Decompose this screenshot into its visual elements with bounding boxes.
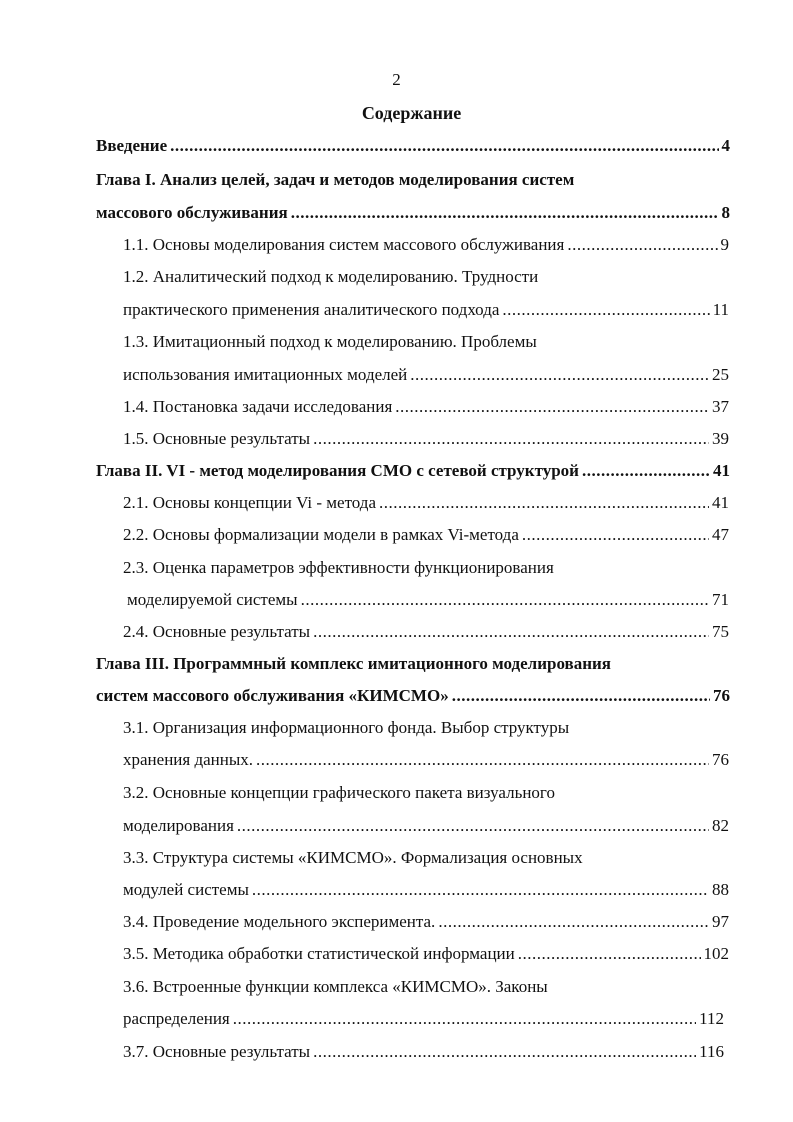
toc-section-1-2[interactable] (123, 299, 729, 321)
toc-entry-text: 3.6. Встроенные функции комплекса «КИМСМО». Законы (123, 977, 548, 996)
toc-entry-text: моделируемой системы (127, 590, 298, 609)
toc-chapter-3-heading[interactable] (96, 653, 611, 675)
toc-section-2-3[interactable] (127, 589, 729, 611)
dot-leader (582, 460, 710, 482)
dot-leader (301, 589, 709, 611)
toc-section-1-3-heading[interactable] (123, 331, 537, 353)
dot-leader (518, 943, 701, 965)
toc-entry-page: 41 (713, 461, 730, 480)
toc-section-3-7[interactable] (123, 1041, 724, 1063)
toc-entry-page: 102 (703, 944, 729, 963)
toc-entry-text: массового обслуживания (96, 203, 288, 222)
toc-entry-page: 47 (712, 525, 729, 544)
toc-entry-text: модулей системы (123, 880, 249, 899)
toc-section-3-2-heading[interactable] (123, 782, 555, 804)
toc-section-3-4[interactable] (123, 911, 729, 933)
toc-section-3-3-heading[interactable] (123, 847, 583, 869)
toc-chapter-1[interactable] (96, 202, 730, 224)
toc-section-2-1[interactable] (123, 492, 729, 514)
toc-chapter-3[interactable] (96, 685, 730, 707)
toc-entry-page: 97 (712, 912, 729, 931)
toc-entry-text: 2.1. Основы концепции Vi - метода (123, 493, 376, 512)
dot-leader (256, 749, 709, 771)
toc-entry-text: 3.1. Организация информационного фонда. Выбор структуры (123, 718, 570, 737)
dot-leader (410, 364, 709, 386)
toc-entry-text: 3.7. Основные результаты (123, 1042, 311, 1061)
toc-section-3-3[interactable] (123, 879, 729, 901)
toc-chapter-2[interactable] (96, 460, 730, 482)
toc-section-3-1-heading[interactable] (123, 717, 569, 739)
toc-entry-page: 41 (712, 493, 729, 512)
toc-entry-page: 71 (712, 590, 729, 609)
toc-entry-text: 3.5. Методика обработки статистической информации (123, 944, 515, 963)
toc-entry-text: моделирования (123, 816, 234, 835)
toc-entry-text: 1.4. Постановка задачи исследования (123, 397, 393, 416)
dot-leader (313, 621, 709, 643)
toc-entry-text: использования имитационных моделей (123, 365, 408, 384)
dot-leader (170, 135, 718, 157)
toc-entry-page: 82 (712, 816, 729, 835)
dot-leader (313, 428, 709, 450)
toc-entry-introduction[interactable] (96, 135, 730, 157)
dot-leader (452, 685, 710, 707)
toc-section-3-6[interactable] (123, 1008, 724, 1030)
toc-entry-page: 37 (712, 397, 729, 416)
dot-leader (522, 524, 709, 546)
page-number: 2 (392, 70, 401, 89)
toc-entry-page: 25 (712, 365, 729, 384)
toc-entry-text: хранения данных. (123, 750, 254, 769)
toc-entry-text: 1.1. Основы моделирования систем массового обслуживания (123, 235, 565, 254)
toc-entry-text: 2.2. Основы формализации модели в рамках Vi-метода (123, 525, 519, 544)
toc-section-2-3-heading[interactable] (123, 557, 554, 579)
toc-entry-page: 112 (699, 1009, 724, 1028)
dot-leader (379, 492, 709, 514)
toc-entry-text: 1.2. Аналитический подход к моделированию. Трудности (123, 267, 539, 286)
toc-section-1-3[interactable] (123, 364, 729, 386)
toc-entry-text: 3.4. Проведение модельного эксперимента. (123, 912, 436, 931)
toc-entry-page: 76 (712, 750, 729, 769)
toc-section-1-1[interactable] (123, 234, 729, 256)
dot-leader (291, 202, 719, 224)
dot-leader (438, 911, 709, 933)
toc-entry-text: Глава II. VI - метод моделирования СМО с сетевой структурой (96, 461, 579, 480)
toc-entry-page: 9 (720, 235, 729, 254)
toc-entry-page: 39 (712, 429, 729, 448)
dot-leader (395, 396, 709, 418)
toc-entry-text: 3.2. Основные концепции графического пакета визуального (123, 783, 555, 802)
toc-section-3-2[interactable] (123, 815, 729, 837)
toc-title: Содержание (361, 103, 462, 123)
toc-entry-page: 88 (712, 880, 729, 899)
toc-entry-text: 2.4. Основные результаты (123, 622, 311, 641)
toc-entry-text: систем массового обслуживания «КИМСМО» (96, 686, 449, 705)
toc-entry-text: 1.3. Имитационный подход к моделированию. Проблемы (123, 332, 537, 351)
toc-chapter-1-heading[interactable] (96, 169, 574, 191)
dot-leader (313, 1041, 696, 1063)
toc-entry-page: 75 (712, 622, 729, 641)
toc-entry-page: 11 (712, 300, 729, 319)
toc-section-1-5[interactable] (123, 428, 729, 450)
toc-entry-text: Глава III. Программный комплекс имитационного моделирования (96, 654, 612, 673)
toc-section-3-5[interactable] (123, 943, 729, 965)
dot-leader (502, 299, 709, 321)
toc-entry-text: 2.3. Оценка параметров эффективности функционирования (123, 558, 554, 577)
dot-leader (252, 879, 709, 901)
toc-entry-text: Глава I. Анализ целей, задач и методов моделирования систем (96, 170, 575, 189)
toc-entry-text: практического применения аналитического подхода (123, 300, 500, 319)
toc-entry-page: 4 (721, 136, 730, 155)
toc-entry-page: 116 (699, 1042, 724, 1061)
toc-entry-text: Введение (96, 136, 168, 155)
toc-section-3-1[interactable] (123, 749, 729, 771)
toc-entry-text: распределения (123, 1009, 230, 1028)
toc-section-3-6-heading[interactable] (123, 976, 548, 998)
dot-leader (567, 234, 717, 256)
toc-section-2-2[interactable] (123, 524, 729, 546)
toc-entry-page: 76 (713, 686, 730, 705)
toc-entry-page: 8 (721, 203, 730, 222)
dot-leader (233, 1008, 696, 1030)
toc-entry-text: 3.3. Структура системы «КИМСМО». Формализация основных (123, 848, 583, 867)
toc-entry-text: 1.5. Основные результаты (123, 429, 311, 448)
dot-leader (237, 815, 709, 837)
toc-section-2-4[interactable] (123, 621, 729, 643)
toc-section-1-4[interactable] (123, 396, 729, 418)
toc-section-1-2-heading[interactable] (123, 266, 538, 288)
